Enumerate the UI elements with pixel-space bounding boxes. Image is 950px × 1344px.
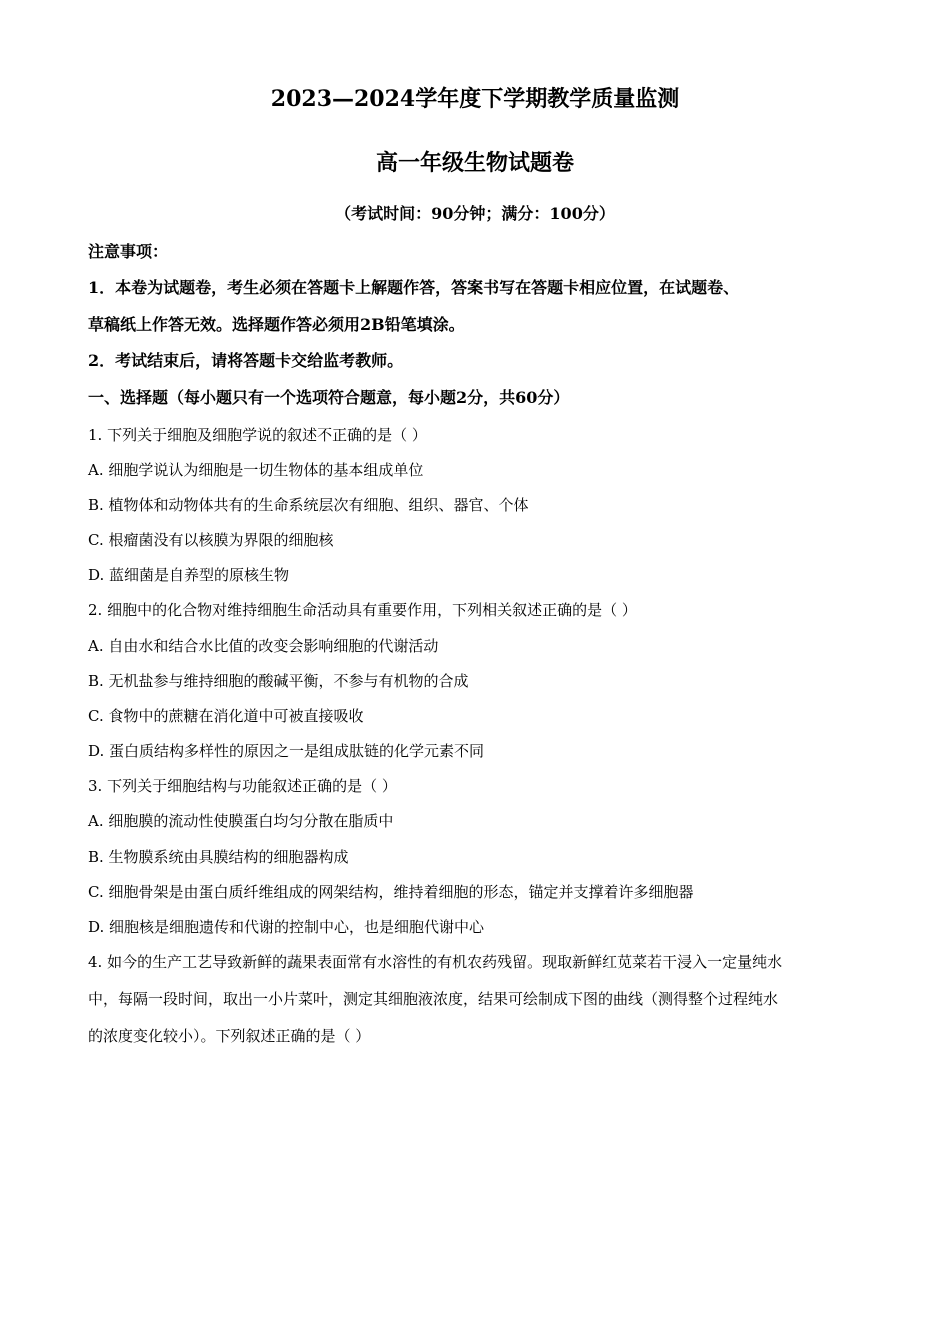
question-1-option-d: D. 蓝细菌是自养型的原核生物 (88, 566, 290, 584)
question-1-option-c: C. 根瘤菌没有以核膜为界限的细胞核 (88, 531, 334, 549)
notice-heading: 注意事项： (88, 242, 169, 261)
question-4-stem-line-2: 中，每隔一段时间，取出一小片菜叶，测定其细胞液浓度，结果可绘制成下图的曲线（测得整个过程纯水 (88, 990, 779, 1008)
question-4-stem-line-1: 4. 如今的生产工艺导致新鲜的蔬果表面常有水溶性的有机农药残留。现取新鲜红苋菜若干浸入一定量纯水 (88, 953, 783, 971)
question-3-option-a: A. 细胞膜的流动性使膜蛋白均匀分散在脂质中 (88, 812, 394, 830)
question-1-option-a: A. 细胞学说认为细胞是一切生物体的基本组成单位 (88, 461, 424, 479)
notice-item-1-line-2: 草稿纸上作答无效。选择题作答必须用2B铅笔填涂。 (88, 315, 465, 334)
exam-info: （考试时间：90分钟；满分：100分） (335, 204, 615, 223)
question-3-option-b: B. 生物膜系统由具膜结构的细胞器构成 (88, 848, 349, 866)
notice-item-2: 2．考试结束后，请将答题卡交给监考教师。 (88, 351, 404, 370)
question-2-option-c: C. 食物中的蔗糖在消化道中可被直接吸收 (88, 707, 364, 725)
question-1-stem: 1. 下列关于细胞及细胞学说的叙述不正确的是（ ） (88, 426, 427, 444)
question-2-option-a: A. 自由水和结合水比值的改变会影响细胞的代谢活动 (88, 637, 439, 655)
exam-title: 2023—2024学年度下学期教学质量监测 (270, 86, 680, 112)
section-heading: 一、选择题（每小题只有一个选项符合题意，每小题2分，共60分） (88, 388, 570, 407)
question-1-option-b: B. 植物体和动物体共有的生命系统层次有细胞、组织、器官、个体 (88, 496, 529, 514)
question-3-stem: 3. 下列关于细胞结构与功能叙述正确的是（ ） (88, 777, 397, 795)
question-2-stem: 2. 细胞中的化合物对维持细胞生命活动具有重要作用，下列相关叙述正确的是（ ） (88, 601, 637, 619)
exam-subtitle: 高一年级生物试题卷 (375, 150, 574, 176)
notice-item-1-line-1: 1．本卷为试题卷，考生必须在答题卡上解题作答，答案书写在答题卡相应位置，在试题卷、 (88, 278, 740, 297)
question-3-option-d: D. 细胞核是细胞遗传和代谢的控制中心，也是细胞代谢中心 (88, 918, 485, 936)
question-3-option-c: C. 细胞骨架是由蛋白质纤维组成的网架结构，维持着细胞的形态，锚定并支撑着许多细胞器 (88, 883, 694, 901)
question-2-option-b: B. 无机盐参与维持细胞的酸碱平衡，不参与有机物的合成 (88, 672, 469, 690)
question-2-option-d: D. 蛋白质结构多样性的原因之一是组成肽链的化学元素不同 (88, 742, 485, 760)
question-4-stem-line-3: 的浓度变化较小）。下列叙述正确的是（ ） (88, 1027, 371, 1045)
